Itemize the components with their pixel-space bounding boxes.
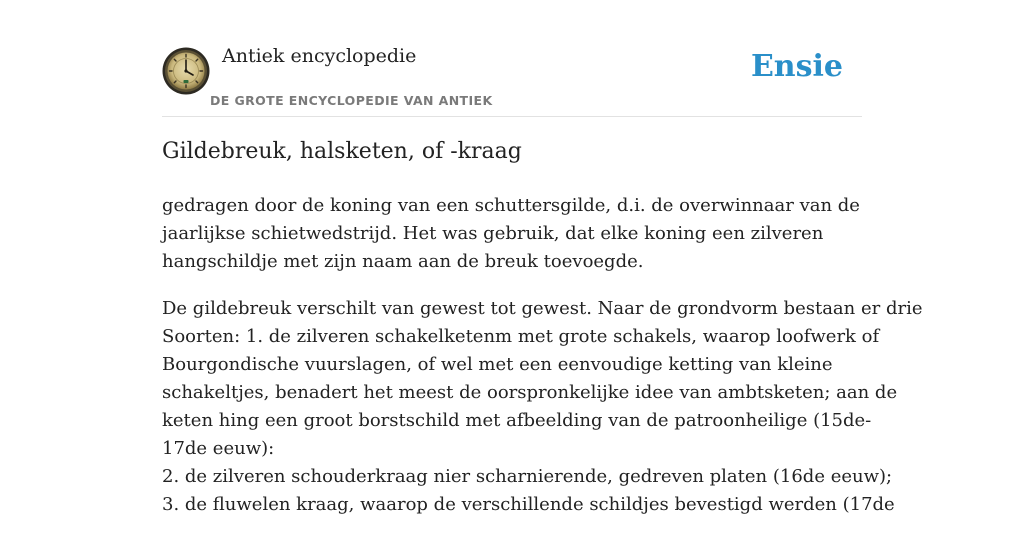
text-line: 17de eeuw): [162,438,275,459]
text-line: Soorten: 1. de zilveren schakelketenm met grote schakels, waarop loofwerk of [162,326,880,347]
text-line: jaarlijkse schietwedstrijd. Het was gebruik, dat elke koning een zilveren [162,223,824,244]
text-line: schakeltjes, benadert het meest de oorspronkelijke idee van ambtsketen; aan de [162,382,898,403]
paragraph [162,192,874,276]
brand-logo[interactable]: Ensie [750,49,843,84]
page-title: Gildebreuk, halsketen, of -kraag [162,139,522,164]
clock-icon[interactable] [162,47,210,95]
text-line: 3. de fluwelen kraag, waarop de verschillende schildjes bevestigd werden (17de [162,494,895,515]
text-line: Bourgondische vuurslagen, of wel met een eenvoudige ketting van kleine [162,354,833,375]
text-line: 2. de zilveren schouderkraag nier scharnierende, gedreven platen (16de eeuw); [162,466,893,487]
page [162,0,923,515]
paragraph [162,295,923,519]
text-line: De gildebreuk verschilt van gewest tot gewest. Naar de grondvorm bestaan er drie [162,298,923,319]
entry-body [162,192,923,538]
text-line: hangschildje met zijn naam aan de breuk toevoegde. [162,251,644,272]
site-title[interactable]: Antiek encyclopedie [222,45,417,67]
text-line: gedragen door de koning van een schuttersgilde, d.i. de overwinnaar van de [162,195,860,216]
site-header [162,0,862,117]
site-subtitle: DE GROTE ENCYCLOPEDIE VAN ANTIEK [210,93,493,108]
text-line: keten hing een groot borstschild met afbeelding van de patroonheilige (15de- [162,410,872,431]
